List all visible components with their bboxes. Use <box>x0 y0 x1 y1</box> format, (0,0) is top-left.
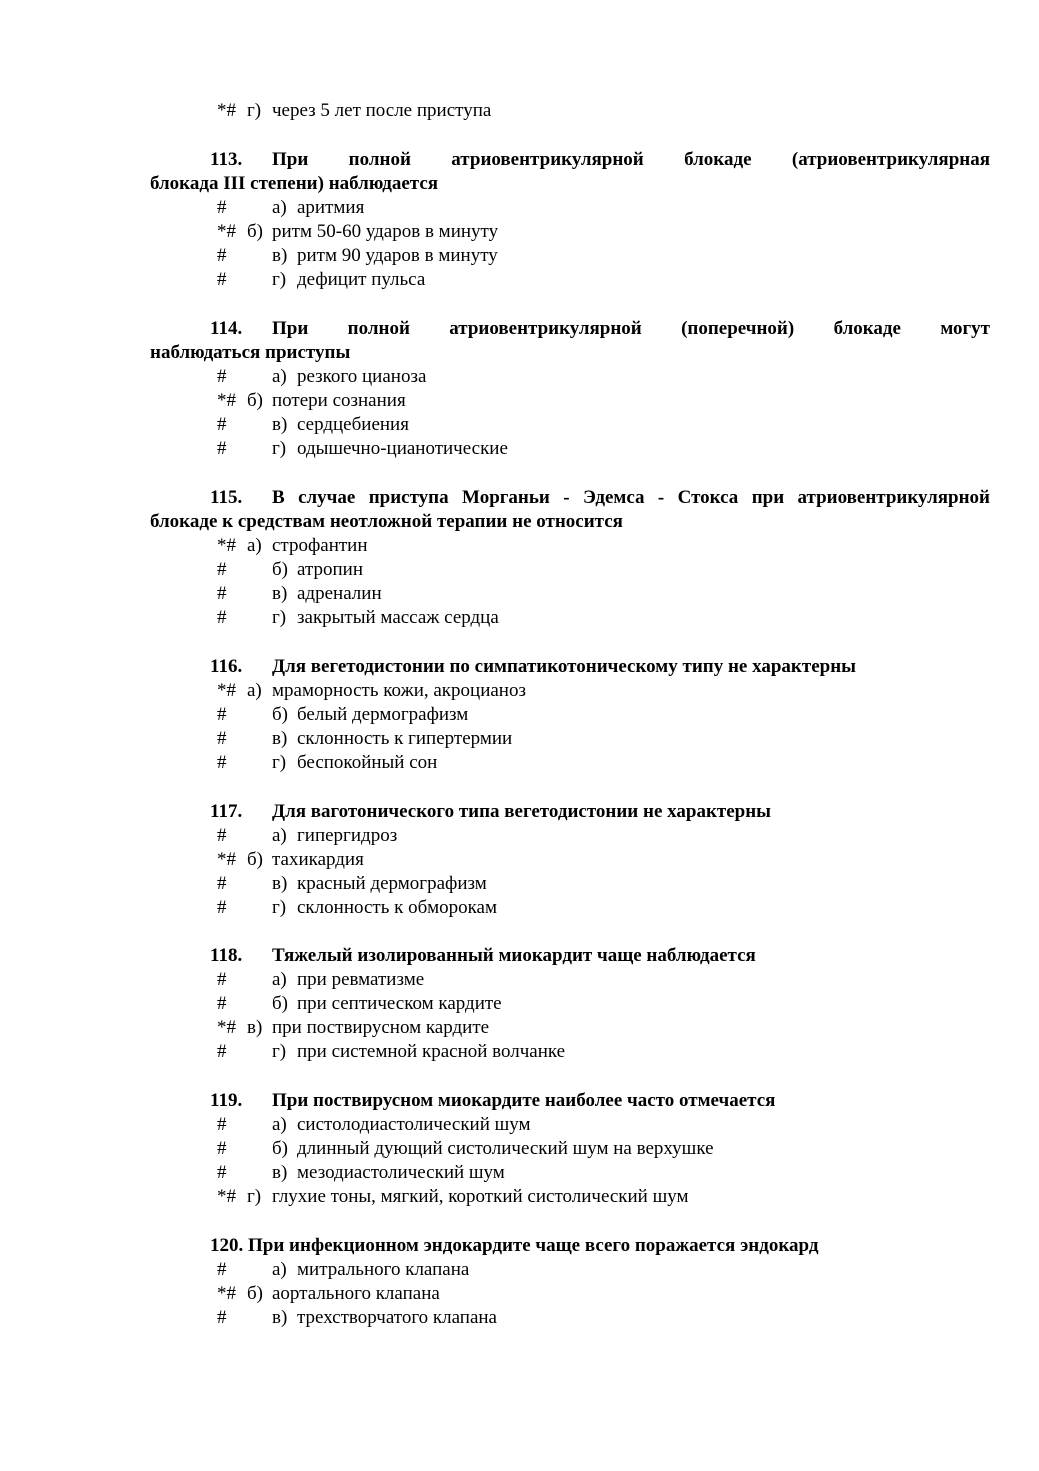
question-text: Для ваготонического типа вегетодистонии не характерны <box>272 801 772 822</box>
answer-mark: # <box>217 993 227 1014</box>
answer-mark: # <box>217 1259 227 1280</box>
answer-text: при септическом кардите <box>297 993 502 1014</box>
answer-text: сердцебиения <box>297 414 409 435</box>
question-number: 114. <box>210 318 243 339</box>
answer-letter: а) <box>247 535 262 556</box>
answer-letter: б) <box>272 1138 288 1159</box>
answer-mark: # <box>217 197 227 218</box>
answer-letter: в) <box>272 1307 288 1328</box>
answer-mark: # <box>217 269 227 290</box>
answer-text: ритм 50-60 ударов в минуту <box>272 221 499 242</box>
answer-letter: б) <box>247 849 263 870</box>
question-text: Для вегетодистонии по симпатикотоническому типу не характерны <box>272 656 856 677</box>
answer-text: склонность к обморокам <box>297 897 497 918</box>
answer-mark: # <box>217 728 227 749</box>
answer-letter: б) <box>247 1283 263 1304</box>
answer-text: аритмия <box>297 197 365 218</box>
question-text-line2: блокада III степени) наблюдается <box>150 173 439 194</box>
answer-mark: # <box>217 752 227 773</box>
answer-text: при системной красной волчанке <box>297 1041 566 1062</box>
answer-mark: # <box>217 245 227 266</box>
answer-mark: *# <box>217 1017 236 1038</box>
answer-text: мраморность кожи, акроцианоз <box>272 680 526 701</box>
answer-text: закрытый массаж сердца <box>297 607 499 628</box>
answer-mark: # <box>217 969 227 990</box>
question-number: 113. <box>210 149 243 170</box>
question-number: 120. <box>210 1235 244 1256</box>
question-number: 116. <box>210 656 243 677</box>
answer-letter: б) <box>247 390 263 411</box>
answer-letter: б) <box>247 221 263 242</box>
answer-text: одышечно-цианотические <box>297 438 508 459</box>
answer-mark: # <box>217 607 227 628</box>
answer-mark: *# <box>217 221 236 242</box>
answer-mark: *# <box>217 100 236 121</box>
answer-row <box>217 99 236 123</box>
answer-letter: г) <box>247 1186 262 1207</box>
answer-mark: # <box>217 559 227 580</box>
answer-letter: в) <box>272 414 288 435</box>
question-text-line2: блокаде к средствам неотложной терапии не относится <box>150 511 623 532</box>
answer-text: глухие тоны, мягкий, короткий систолический шум <box>272 1186 689 1207</box>
answer-letter: а) <box>247 680 262 701</box>
answer-mark: # <box>217 583 227 604</box>
answer-mark: # <box>217 897 227 918</box>
answer-text: потери сознания <box>272 390 406 411</box>
answer-letter: а) <box>272 1259 287 1280</box>
question-text-line1: При полной атриовентрикулярной блокаде (атриовентрикулярная <box>272 149 990 170</box>
answer-letter: в) <box>272 728 288 749</box>
answer-mark: # <box>217 366 227 387</box>
answer-letter: б) <box>272 704 288 725</box>
question-number: 115. <box>210 487 243 508</box>
question-number: 117. <box>210 801 243 822</box>
answer-text: гипергидроз <box>297 825 398 846</box>
answer-mark: *# <box>217 1186 236 1207</box>
question-text-line1: В случае приступа Морганьи - Эдемса - Стокса при атриовентрикулярной <box>272 487 990 508</box>
question-number: 119. <box>210 1090 243 1111</box>
answer-letter: в) <box>272 583 288 604</box>
answer-mark: *# <box>217 535 236 556</box>
question-text: Тяжелый изолированный миокардит чаще наблюдается <box>272 945 756 966</box>
answer-mark: # <box>217 1307 227 1328</box>
answer-text: строфантин <box>272 535 368 556</box>
answer-letter: в) <box>272 873 288 894</box>
answer-text: атропин <box>297 559 363 580</box>
answer-letter: г) <box>272 1041 287 1062</box>
answer-letter: а) <box>272 366 287 387</box>
answer-text: белый дермографизм <box>297 704 469 725</box>
answer-letter: г) <box>272 438 287 459</box>
answer-mark: # <box>217 704 227 725</box>
answer-text: склонность к гипертермии <box>297 728 513 749</box>
answer-letter: в) <box>272 1162 288 1183</box>
answer-text: беспокойный сон <box>297 752 438 773</box>
answer-mark: *# <box>217 1283 236 1304</box>
answer-letter: в) <box>272 245 288 266</box>
answer-text: мезодиастолический шум <box>297 1162 505 1183</box>
answer-letter: а) <box>272 197 287 218</box>
answer-mark: *# <box>217 849 236 870</box>
answer-text: систолодиастолический шум <box>297 1114 531 1135</box>
answer-mark: # <box>217 873 227 894</box>
answer-letter: г) <box>247 100 262 121</box>
answer-mark: # <box>217 1114 227 1135</box>
answer-letter: б) <box>272 993 288 1014</box>
answer-text: через 5 лет после приступа <box>272 100 492 121</box>
answer-text: адреналин <box>297 583 382 604</box>
answer-mark: # <box>217 1041 227 1062</box>
answer-text: трехстворчатого клапана <box>297 1307 497 1328</box>
answer-letter: а) <box>272 969 287 990</box>
answer-text: красный дермографизм <box>297 873 487 894</box>
answer-text: резкого цианоза <box>297 366 427 387</box>
answer-mark: # <box>217 825 227 846</box>
answer-letter: г) <box>272 607 287 628</box>
answer-text: дефицит пульса <box>297 269 426 290</box>
answer-mark: *# <box>217 390 236 411</box>
answer-mark: # <box>217 1138 227 1159</box>
answer-letter: б) <box>272 559 288 580</box>
answer-letter: а) <box>272 825 287 846</box>
answer-text: при поствирусном кардите <box>272 1017 490 1038</box>
question-text-line2: наблюдаться приступы <box>150 342 351 363</box>
answer-text: тахикардия <box>272 849 364 870</box>
answer-text: длинный дующий систолический шум на верхушке <box>297 1138 714 1159</box>
answer-text: аортального клапана <box>272 1283 440 1304</box>
answer-letter: в) <box>247 1017 263 1038</box>
answer-text: при ревматизме <box>297 969 425 990</box>
answer-text: митрального клапана <box>297 1259 470 1280</box>
answer-letter: г) <box>272 897 287 918</box>
answer-mark: # <box>217 414 227 435</box>
question-text-line1: При полной атриовентрикулярной (поперечной) блокаде могут <box>272 318 990 339</box>
answer-letter: г) <box>272 269 287 290</box>
answer-mark: *# <box>217 680 236 701</box>
question-number: 118. <box>210 945 243 966</box>
answer-mark: # <box>217 1162 227 1183</box>
answer-mark: # <box>217 438 227 459</box>
answer-text: ритм 90 ударов в минуту <box>297 245 498 266</box>
answer-letter: а) <box>272 1114 287 1135</box>
question-text: При инфекционном эндокардите чаще всего поражается эндокард <box>248 1235 819 1256</box>
question-text: При поствирусном миокардите наиболее часто отмечается <box>272 1090 776 1111</box>
answer-letter: г) <box>272 752 287 773</box>
